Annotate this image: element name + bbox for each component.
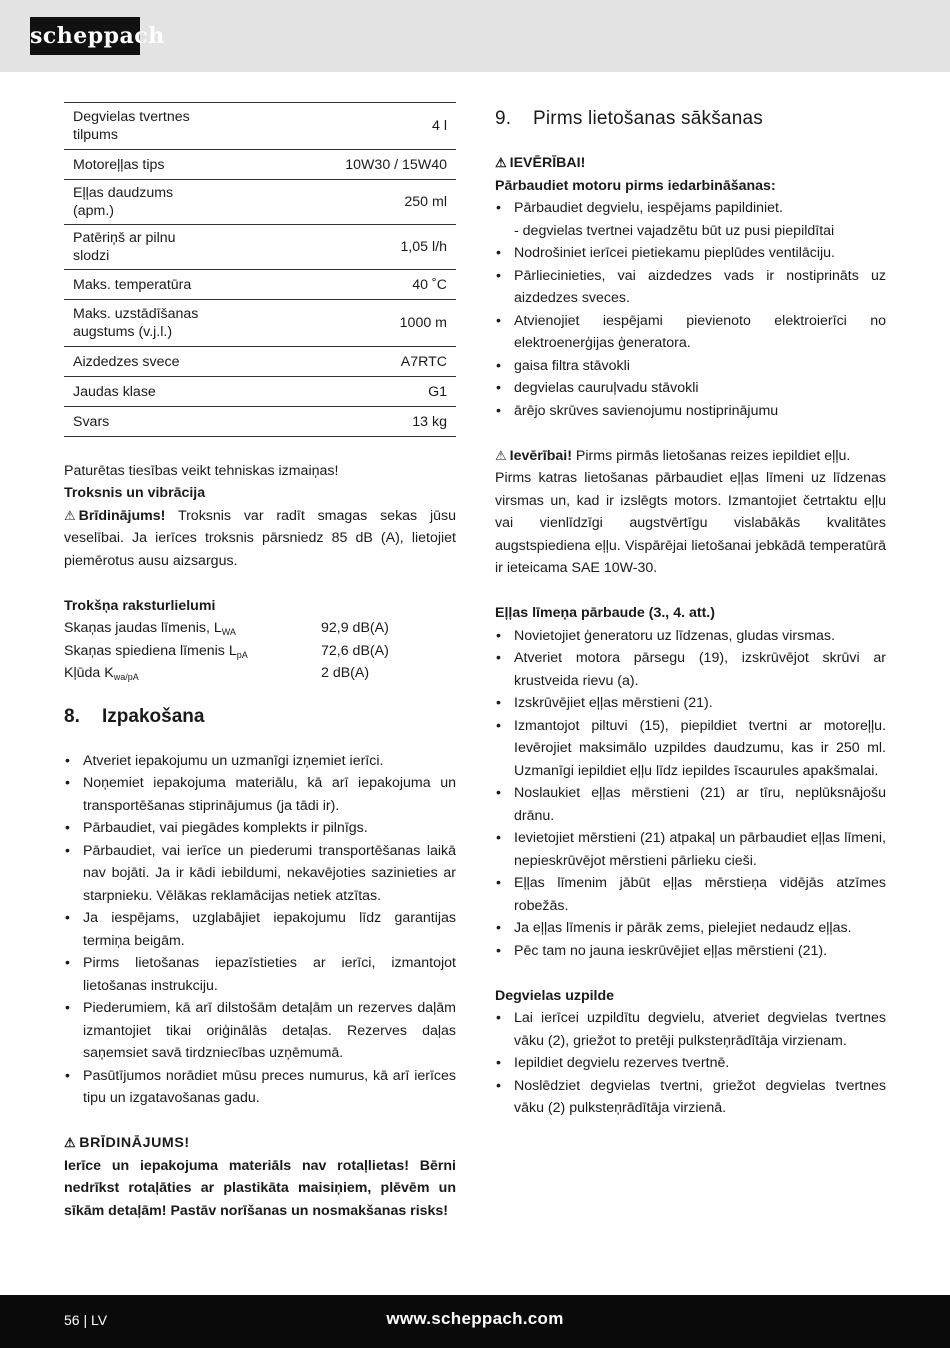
list-item: • Izskrūvējiet eļļas mērstieni (21). bbox=[495, 692, 886, 715]
list-item: • Pārbaudiet, vai ierīce un piederumi transportēšanas laikā nav bojāti. Ja ir kādi iebildumi, nekavējoties sazinieties ar starpnieku. Vēlākas reklamācijas netiek atzītas. bbox=[64, 840, 456, 908]
spec-row bbox=[64, 407, 456, 437]
unpacking-list bbox=[64, 750, 456, 1110]
page-number: 56 | LV bbox=[64, 1312, 108, 1328]
website-link[interactable]: www.scheppach.com bbox=[386, 1309, 564, 1328]
page-header bbox=[0, 0, 950, 72]
spec-label: Eļļas daudzums (apm.) bbox=[64, 180, 222, 225]
list-item: • Ja eļļas līmenis ir pārāk zems, pielejiet nedaudz eļļas. bbox=[495, 917, 886, 940]
noise-row bbox=[64, 617, 456, 640]
warning-text: Ierīce un iepakojuma materiāls nav rotaļlietas! Bērni nedrīkst rotaļāties ar plastikāta maisiņiem, plēvēm un sīkām detaļām! Pastāv norīšanas un nosmakšanas risks! bbox=[64, 1157, 456, 1219]
list-item: • Novietojiet ģeneratoru uz līdzenas, gludas virsmas. bbox=[495, 625, 886, 648]
noise-value: 2 dB(A) bbox=[321, 665, 370, 681]
list-item: • Ja iespējams, uzglabājiet iepakojumu līdz garantijas termiņa beigām. bbox=[64, 907, 456, 952]
spec-value: 1,05 l/h bbox=[222, 225, 456, 270]
spec-value: 13 kg bbox=[222, 407, 456, 437]
spec-row bbox=[64, 347, 456, 377]
list-item: • ārējo skrūves savienojumu nostiprinājumu bbox=[495, 400, 886, 423]
spec-label: Maks. uzstādīšanas augstums (v.j.l.) bbox=[64, 300, 222, 347]
spec-row bbox=[64, 103, 456, 150]
page-footer bbox=[0, 1295, 950, 1348]
list-item: • Pasūtījumos norādiet mūsu preces numurus, kā arī ierīces tipu un izgatavošanas gadu. bbox=[64, 1065, 456, 1110]
spec-row bbox=[64, 225, 456, 270]
spec-row bbox=[64, 150, 456, 180]
right-column bbox=[495, 102, 886, 1120]
fuel-heading: Degvielas uzpilde bbox=[495, 987, 615, 1004]
specs-table bbox=[64, 102, 456, 437]
spec-label: Degvielas tvertnes tilpums bbox=[64, 103, 222, 150]
noise-values bbox=[64, 617, 456, 685]
spec-value: A7RTC bbox=[222, 347, 456, 377]
fuel-half-note: - degvielas tvertnei vajadzētu būt uz pusi piepildītai bbox=[514, 222, 835, 239]
oil-check-heading: Eļļas līmeņa pārbaude (3., 4. att.) bbox=[495, 605, 715, 621]
spec-value: 10W30 / 15W40 bbox=[222, 150, 456, 180]
warning-triangle-icon: ⚠ bbox=[495, 155, 507, 170]
list-item: • Pārbaudiet, vai piegādes komplekts ir pilnīgs. bbox=[64, 817, 456, 840]
spec-value: 250 ml bbox=[222, 180, 456, 225]
section-9-heading: 9. Pirms lietošanas sākšanas bbox=[495, 108, 763, 129]
engine-check-list-cont bbox=[495, 242, 886, 422]
reserved-rights-note: Paturētas tiesības veikt tehniskas izmaiņas! bbox=[64, 462, 339, 479]
noise-value: 92,9 dB(A) bbox=[321, 620, 389, 636]
list-item: • Pirms lietošanas iepazīstieties ar ierīci, izmantojot lietošanas instrukciju. bbox=[64, 952, 456, 997]
spec-value: 4 l bbox=[222, 103, 456, 150]
spec-label: Patēriņš ar pilnu slodzi bbox=[64, 225, 222, 270]
list-item: • Atveriet iepakojumu un uzmanīgi izņemiet ierīci. bbox=[64, 750, 456, 773]
scheppach-logo: scheppach bbox=[30, 17, 140, 55]
first-use-attention: ⚠ Ievērībai! Pirms pirmās lietošanas reizes iepildiet eļļu. bbox=[495, 445, 886, 468]
warning-triangle-icon: ⚠ bbox=[64, 507, 76, 523]
spec-label: Jaudas klase bbox=[64, 377, 222, 407]
list-item: • Ievietojiet mērstieni (21) atpakaļ un pārbaudiet eļļas līmeni, nepieskrūvējot mērstieni pārlieku cieši. bbox=[495, 827, 886, 872]
list-item: • Pārbaudiet degvielu, iespējams papildiniet. bbox=[495, 197, 886, 220]
attention-heading: ⚠ IEVĒRĪBAI! bbox=[495, 152, 886, 175]
list-item: • Iepildiet degvielu rezerves tvertnē. bbox=[495, 1052, 886, 1075]
list-item: • Pēc tam no jauna ieskrūvējiet eļļas mērstieni (21). bbox=[495, 940, 886, 963]
noise-label: Kļūda $K_{wa/pA}$ bbox=[64, 665, 139, 682]
noise-heading: Troksnis un vibrācija bbox=[64, 485, 206, 501]
list-item: • Eļļas līmenim jābūt eļļas mērstieņa vidējās atzīmes robežās. bbox=[495, 872, 886, 917]
list-item: • Izmantojot piltuvi (15), piepildiet tvertni ar motoreļļu. Ievērojiet maksimālo uzpildes daudzumu, kas ir 250 ml. Uzmanīgi iepildiet eļļu līdz iepildes īscaurules apakšmalai. bbox=[495, 715, 886, 783]
spec-label: Motoreļļas tips bbox=[64, 150, 222, 180]
spec-row bbox=[64, 300, 456, 347]
list-item: • Lai ierīcei uzpildītu degvielu, atveriet degvielas tvertnes vāku (2), griežot to pretēji pulksteņrādītāja virzienam. bbox=[495, 1007, 886, 1052]
list-item: • Atvienojiet iespējami pievienoto elektroierīci no elektroenerģijas ģeneratora. bbox=[495, 310, 886, 355]
noise-characteristics-heading: Trokšņa raksturlielumi bbox=[64, 597, 216, 614]
engine-check-heading: Pārbaudiet motoru pirms iedarbināšanas: bbox=[495, 177, 776, 194]
spec-label: Svars bbox=[64, 407, 222, 437]
warning-triangle-icon: ⚠ bbox=[64, 1135, 77, 1150]
list-item: • Noslēdziet degvielas tvertni, griežot degvielas tvertnes vāku (2) pulksteņrādītāja virzienā. bbox=[495, 1075, 886, 1120]
list-item: • Pārliecinieties, vai aizdedzes vads ir nostiprināts uz aizdedzes sveces. bbox=[495, 265, 886, 310]
oil-paragraph: Pirms katras lietošanas pārbaudiet eļļas līmeni uz līdzenas virsmas un, kad ir izslēgts motors. Izmantojiet četrtaktu eļļu vai vienlīdzīgi augstvērtīgu vislabākās kvalitātes augstspiediena eļļu. Vispārējai lietošanai jebkādā temperatūrā ir ieteicama SAE 10W-30. bbox=[495, 470, 886, 576]
spec-value: G1 bbox=[222, 377, 456, 407]
spec-value: 1000 m bbox=[222, 300, 456, 347]
spec-label: Aizdedzes svece bbox=[64, 347, 222, 377]
warning-triangle-icon: ⚠ bbox=[495, 447, 507, 463]
warning-heading: ⚠ BRĪDINĀJUMS! bbox=[64, 1132, 456, 1155]
engine-check-list bbox=[495, 197, 886, 220]
fuel-list bbox=[495, 1007, 886, 1120]
list-item: • degvielas cauruļvadu stāvokli bbox=[495, 377, 886, 400]
list-item: • Nodrošiniet ierīcei pietiekamu pieplūdes ventilāciju. bbox=[495, 242, 886, 265]
oil-check-list bbox=[495, 625, 886, 963]
list-item: • Noslaukiet eļļas mērstieni (21) ar tīru, neplūksnājošu drānu. bbox=[495, 782, 886, 827]
spec-row bbox=[64, 270, 456, 300]
noise-value: 72,6 dB(A) bbox=[321, 642, 389, 659]
noise-row bbox=[64, 640, 456, 663]
list-item: • Piederumiem, kā arī dilstošām detaļām un rezerves daļām izmantojiet tikai oriģinālās detaļas. Rezerves daļas saņemsiet savā tirdzniecības uzņēmumā. bbox=[64, 997, 456, 1065]
section-8-heading: 8. Izpakošana bbox=[64, 705, 205, 727]
noise-row bbox=[64, 662, 456, 685]
noise-warning: ⚠ Brīdinājums! Troksnis var radīt smagas sekas jūsu veselībai. Ja ierīces troksnis pārsniedz 85 dB (A), lietojiet piemērotus ausu aizsargus. bbox=[64, 505, 456, 573]
spec-row bbox=[64, 180, 456, 225]
spec-row bbox=[64, 377, 456, 407]
list-item: • Noņemiet iepakojuma materiālu, kā arī iepakojuma un transportēšanas stiprinājumus (ja tādi ir). bbox=[64, 772, 456, 817]
list-item: • Atveriet motora pārsegu (19), izskrūvējot skrūvi ar krustveida rievu (a). bbox=[495, 647, 886, 692]
spec-label: Maks. temperatūra bbox=[64, 270, 222, 300]
spec-value: 40 ˚C bbox=[222, 270, 456, 300]
left-column bbox=[64, 102, 456, 1222]
noise-label: Skaņas jaudas līmenis, $L_{WA}$ bbox=[64, 620, 236, 637]
list-item: • gaisa filtra stāvokli bbox=[495, 355, 886, 378]
noise-label: Skaņas spiediena līmenis $L_{pA}$ bbox=[64, 642, 248, 660]
